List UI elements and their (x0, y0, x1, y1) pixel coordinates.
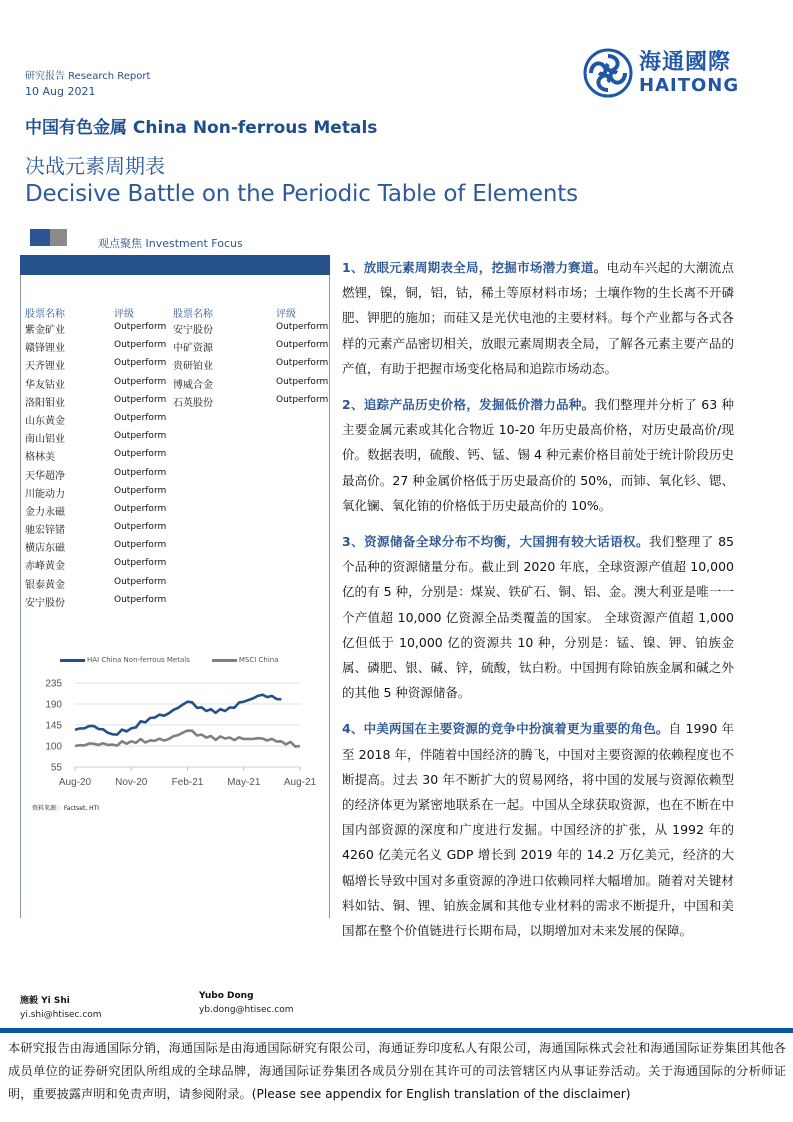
stock-rating: Outperform (114, 540, 167, 551)
sector-title: 中国有色金属 China Non-ferrous Metals (25, 118, 378, 138)
thesis-paragraph-4 (342, 716, 734, 943)
right-rating-column (276, 305, 328, 412)
footer-divider (0, 1028, 793, 1033)
stock-rating: Outperform (114, 576, 167, 587)
author-1 (20, 993, 102, 1020)
performance-chart (30, 652, 325, 792)
disclaimer-text: 本研究报告由海通国际分销，海通国际是由海通国际研究有限公司，海通证券印度私人有限公司，海通国际株式会社和海通国际证券集团其他各成员单位的证券研究团队所组成的全球品牌，海通国际证券集团各成员分别在其许可的司法管辖区内从事证券活动。关于海通国际的分析师证明，重要披露声明和免责声明，请参阅附录。(Please see appendix for English translation of the disclaimer) (8, 1041, 786, 1101)
svg-text:Aug-20: Aug-20 (58, 777, 92, 788)
panel-header-bar (20, 255, 330, 275)
stock-name: 博威合金 (173, 379, 213, 391)
stock-rating: Outperform (276, 340, 329, 351)
stock-rating: Outperform (114, 376, 167, 387)
investment-focus-label: 观点聚焦 Investment Focus (98, 237, 243, 250)
stock-rating: Outperform (114, 322, 167, 332)
stock-name: 华友钴业 (25, 379, 65, 391)
paragraph-text: 电动车兴起的大潮流点燃锂，镍，铜，铝，钴，稀土等原材料市场；土壤作物的生长离不开磷肥、钾肥的施加；而硅又是光伏电池的主要材料。每个产业都与各式各样的元素产品密切相关，放眼元素周期表全局，了解各元素主要产品的产值，有助于把握市场变化格局和追踪市场动态。 (342, 260, 734, 376)
legend-label: HAI China Non-ferrous Metals (87, 656, 190, 664)
logo-en-text: HAITONG (639, 74, 740, 96)
stock-name: 格林美 (25, 452, 55, 464)
stock-rating: Outperform (114, 358, 167, 369)
report-type: 研究报告 Research Report (25, 71, 151, 82)
thesis-paragraph-3 (342, 529, 734, 705)
author-2 (199, 991, 294, 1015)
stock-name: 山东黄金 (25, 415, 65, 427)
paragraph-text: 我们整理并分析了 63 种主要金属元素或其化合物近 10-20 年历史最高价格，对历史最高价/现价。数据表明，硫酸、钙、锰、锡 4 种元素价格目前处于统计阶段历史最高价。27 种金属价格低于历史最高价的 50%，而铈、氧化钐、锶、氧化镧、氧化铕的价格低于历史最高价的 10%。 (342, 397, 734, 513)
chart-source: 资料来源： Factset, HTI (32, 805, 100, 812)
investment-thesis (342, 255, 734, 954)
svg-text:Aug-21: Aug-21 (283, 777, 317, 788)
haitong-logo (583, 48, 743, 98)
stock-rating: Outperform (114, 467, 167, 478)
page-title-en: Decisive Battle on the Periodic Table of Elements (25, 181, 578, 207)
stock-rating: Outperform (276, 394, 329, 405)
stock-rating: Outperform (114, 485, 167, 496)
svg-text:May-21: May-21 (227, 777, 261, 788)
page-title-cn: 决战元素周期表 (25, 154, 165, 178)
paragraph-text: 我们整理了 85 个品种的资源储量分布。截止到 2020 年底，全球资源产值超 10,000 亿的有 5 种，分别是：煤炭、铁矿石、铜、铝、金。澳大利亚是唯一一个产值超 10,000 亿资源全品类覆盖的国家。 全球资源产值超 1,000 亿但低于 10,000 亿的资源共 10 种，分别是：锰、镍、钾、铂族金属、磷肥、银、碱、锌，硫酸，钛白粉。中国拥有除铂族金属和碱之外的其他 5 种资源储备。 (342, 534, 734, 701)
author-email[interactable]: yi.shi@htisec.com (20, 1010, 102, 1020)
author-email[interactable]: yb.dong@htisec.com (199, 1005, 294, 1015)
stock-name: 驰宏锌锗 (25, 525, 65, 537)
stock-rating: Outperform (114, 449, 167, 460)
stock-name: 天华超净 (25, 470, 65, 482)
left-rating-column (114, 305, 166, 612)
stock-name: 赣锋锂业 (25, 343, 65, 355)
right-name-column (173, 305, 213, 412)
paragraph-heading: 2、追踪产品历史价格，发掘低价潜力品种。 (342, 397, 595, 413)
svg-text:190: 190 (45, 699, 62, 711)
stock-name: 中矿资源 (173, 343, 213, 355)
stock-rating: Outperform (114, 503, 167, 514)
stock-name: 石英股份 (173, 397, 213, 409)
stock-name: 安宁股份 (25, 597, 65, 609)
column-header: 股票名称 (25, 309, 65, 320)
stock-name: 银泰黄金 (25, 579, 65, 591)
stock-name: 川能动力 (25, 488, 65, 500)
thesis-paragraph-1 (342, 255, 734, 381)
legend-label: MSCI China (238, 656, 279, 664)
svg-text:235: 235 (45, 678, 62, 690)
line-chart-plot (30, 652, 325, 792)
stock-rating: Outperform (276, 376, 329, 387)
column-header: 评级 (276, 309, 296, 320)
paragraph-text: 自 1990 年至 2018 年，伴随着中国经济的腾飞，中国对主要资源的依赖程度也不断提高。过去 30 年不断扩大的贸易网络，将中国的发展与资源依赖型的经济体更为紧密地联系在一起。中国从全球获取资源，也在不断在中国内部资源的深度和广度进行发掘。中国经济的扩张，从 1992 年的 4260 亿美元名义 GDP 增长到 2019 年的 14.2 万亿美元，经济的大幅增长导致中国对多重资源的净进口依赖同样大幅增加。随着对关键材料如钴、铜、锂、铂族金属和其他专业材料的需求不断提升，中国和美国都在整个价值链进行长期布局，以期增加对未来发展的保障。 (342, 721, 734, 939)
column-header: 评级 (114, 309, 134, 320)
focus-marker-blue (30, 229, 50, 246)
column-header: 股票名称 (173, 309, 213, 320)
stock-name: 金力永磁 (25, 506, 65, 518)
author-name: 施毅 Yi Shi (20, 996, 70, 1006)
paragraph-heading: 4、中美两国在主要资源的竞争中扮演着更为重要的角色。 (342, 721, 669, 737)
stock-rating: Outperform (114, 594, 167, 605)
svg-text:145: 145 (45, 720, 62, 732)
stock-rating: Outperform (114, 394, 167, 405)
stock-name: 南山铝业 (25, 434, 65, 446)
author-name: Yubo Dong (199, 991, 254, 1001)
stock-rating: Outperform (114, 412, 167, 423)
stock-rating: Outperform (114, 558, 167, 569)
stock-name: 贵研铂业 (173, 361, 213, 373)
svg-text:55: 55 (50, 762, 62, 774)
focus-marker-gray (50, 229, 67, 246)
paragraph-heading: 1、放眼元素周期表全局，挖掘市场潜力赛道。 (342, 260, 607, 275)
logo-cn-text: 海通國際 (639, 49, 732, 75)
stock-rating: Outperform (114, 522, 167, 533)
left-name-column (25, 305, 65, 612)
stock-name: 紫金矿业 (25, 325, 65, 336)
stock-rating: Outperform (114, 431, 167, 442)
stock-name: 横店东磁 (25, 543, 65, 555)
paragraph-heading: 3、资源储备全球分布不均衡，大国拥有较大话语权。 (342, 534, 649, 550)
report-date: 10 Aug 2021 (25, 85, 96, 98)
stock-name: 天齐锂业 (25, 361, 65, 373)
haitong-swirl-icon (583, 48, 633, 98)
stock-name: 洛阳钼业 (25, 397, 65, 409)
stock-rating: Outperform (114, 340, 167, 351)
stock-rating: Outperform (276, 358, 329, 369)
svg-text:Nov-20: Nov-20 (115, 777, 148, 788)
stock-name: 赤峰黄金 (25, 561, 65, 573)
stock-rating: Outperform (276, 322, 329, 332)
svg-text:100: 100 (45, 741, 62, 753)
stock-name: 安宁股份 (173, 325, 213, 336)
thesis-paragraph-2 (342, 392, 734, 518)
svg-text:Feb-21: Feb-21 (171, 777, 204, 788)
